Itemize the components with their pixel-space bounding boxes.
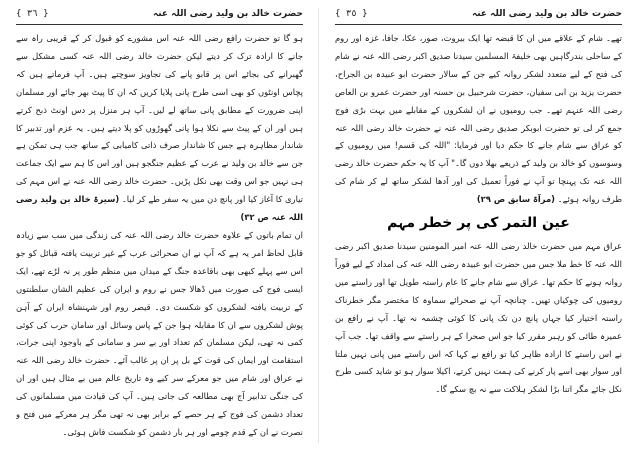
right-page-number: { ٣٥ } <box>335 9 368 19</box>
right-paragraph-2: عراق مہم میں حضرت خالد رضی اللہ عنہ امیر المومنین سیدنا صدیق اکبر رضی اللہ عنہ کا خط ملا جس میں حضرت ابو عبیدہ رضی اللہ عنہ کی امداد کے لیے فوراً روانہ ہونے کا حکم تھا۔ عراق سے شام جانے کا عام راستہ طویل تھا اور راستے میں رومیوں کی چوکیاں تھیں۔ چنانچہ آپ نے صحرائے سماوہ کا مختصر مگر خطرناک راستہ اختیار کیا جہاں پانچ دن تک پانی کا کوئی چشمہ نہ تھا۔ آپ نے رافع بن عمیرہ طائی کو رہبر مقرر کیا جو اس صحرا کے ہر راستے سے واقف تھا۔ جب آپ نے اس راستے کا ارادہ ظاہر کیا تو رافع نے کہا کہ اس راستے میں پانی نہیں ملتا اور سوار بھی اسے پار کرنے کی ہمت نہیں کرتے، اکیلا سوار ہو تو شاید کسی طرح نکل جائے مگر اتنا بڑا لشکر ہلاکت سے نہ بچ سکے گا۔ <box>335 241 622 395</box>
left-page-running-title: حضرت خالد بن ولید رضی اللہ عنہ <box>152 9 303 19</box>
right-page <box>319 0 638 451</box>
left-paragraph-1 <box>16 30 303 227</box>
left-reference-1: (سیرۃ خالد بن ولید رضی اللہ عنہ ص ٣٢) <box>16 194 303 223</box>
left-paragraph-1-text: ہو گا تو حضرت رافع رضی اللہ عنہ اس مشورے کو قبول کر کے قریبی راہ سے جانے کا ارادہ ترک کر دیتے لیکن حضرت خالد رضی اللہ عنہ کسی مشکل سے گھبرانے کی بجائے اس پر قابو پانے کی تجاویز سوچتے ہیں۔ آپ فرماتے ہیں کہ پچاس اونٹوں کو بھی اسی طرح پانی پلایا کریں کہ ان کا پیٹ بھر جائے اور مسلمان اپنی ضرورت کے مطابق پانی ساتھ لے لیں۔ آپ ہر منزل پر دس اونٹ ذبح کرتے ہیں اور ان کے پیٹ سے نکلا ہوا پانی گھوڑوں کو پلا دیتے ہیں۔ یہ عزم اور تدبیر کا شاندار مظاہرہ ہے جس کا شاندار صرف ذاتی کامیابی کے ساتھ جب ہی تمکن ہے جن سے خالد بن ولید نے عرب کے عظیم جنگجو ہیں اور اس کا ہم سے ایک جماعت ہی نہیں جو اس وقت بھی نکل پڑیں۔ حضرت خالد رضی اللہ عنہ نے اس مہم کی تیاری کا آغاز کیا اور پانچ دن میں یہ سفر طے کر لیا۔ <box>16 33 303 205</box>
right-page-header <box>335 6 622 22</box>
left-page-body <box>16 30 303 445</box>
right-page-body <box>335 30 622 445</box>
right-paragraph-1-text: تھے۔ شام کے علاقے میں ان کا قبضہ تھا ایک بیروت، صور، عکا، جافا، غزہ اور روم کے ساحلی بندرگاہیں بھی خلیفۃ المسلمین سیدنا صدیق اکبر رضی اللہ عنہ نے شام کی فتح کے لیے متعدد لشکر روانہ کیے جن کے سالار حضرت ابو عبیدہ بن الجراح، حضرت یزید بن ابی سفیان، حضرت شرحبیل بن حسنہ اور حضرت عمرو بن العاص رضی اللہ عنہم تھے۔ جب رومیوں نے ان لشکروں کے مقابلے میں بہت بڑی فوج جمع کر لی تو حضرت ابوبکر صدیق رضی اللہ عنہ نے حضرت خالد رضی اللہ عنہ کو عراق سے شام جانے کا حکم دیا اور فرمایا: "اللہ کی قسم! میں رومیوں کے وسوسوں کو خالد بن ولید کے ذریعے بھلا دوں گا۔" آپ کا یہ حکم حضرت خالد رضی اللہ عنہ تک پہنچا تو آپ نے فوراً تعمیل کی اور آدھا لشکر ساتھ لے کر شام کی طرف روانہ ہوئے۔ <box>335 33 622 205</box>
right-reference-1: (مرآۃ سابق ص ٢٩) <box>476 194 555 205</box>
left-page-header <box>16 6 303 22</box>
right-page-running-title: حضرت خالد بن ولید رضی اللہ عنہ <box>471 9 622 19</box>
left-paragraph-2: ان تمام باتوں کے علاوہ حضرت خالد رضی اللہ عنہ کی زندگی میں سب سے زیادہ قابل لحاظ امر یہ ہے کہ آپ نے ان صحرائی عرب کے غیر تربیت یافتہ قبائل کو جو اس سے پہلے کبھی بھی باقاعدہ جنگ کے میدان میں منظم طور پر نہ لڑے تھے، ایک ایسی فوج کی صورت میں ڈھالا جس نے روم و ایران کی عظیم الشان سلطنتوں کے تربیت یافتہ لشکروں کو شکست دی۔ قیصر روم اور شہنشاہ ایران کے آہن پوش لشکروں سے ان کا مقابلہ ہوا جن کے پاس وسائل اور سامان حرب کی کوئی کمی نہ تھی، لیکن مسلمان کم تعداد اور بے سر و سامانی کے باوجود اپنی جرات، استقامت اور ایمان کی قوت کے بل پر ان پر غالب آئے۔ حضرت خالد رضی اللہ عنہ نے عراق اور شام میں جو معرکے سر کیے وہ تاریخ عالم میں بے مثال ہیں اور ان کی جنگی تدابیر آج بھی مطالعہ کی جاتی ہیں۔ آپ کی قیادت میں مسلمانوں کی تعداد دشمن کی فوج کے ہر حصے کے برابر بھی نہ تھی مگر ہر معرکے میں فتح و نصرت نے ان کے قدم چومے اور ہر بار دشمن کو شکست فاش ہوئی۔ <box>16 229 303 437</box>
section-heading: عین التمر کی پر خطر مہم <box>387 215 570 232</box>
left-page-number: { ٣٦ } <box>16 9 49 19</box>
right-paragraph-1 <box>335 30 622 209</box>
